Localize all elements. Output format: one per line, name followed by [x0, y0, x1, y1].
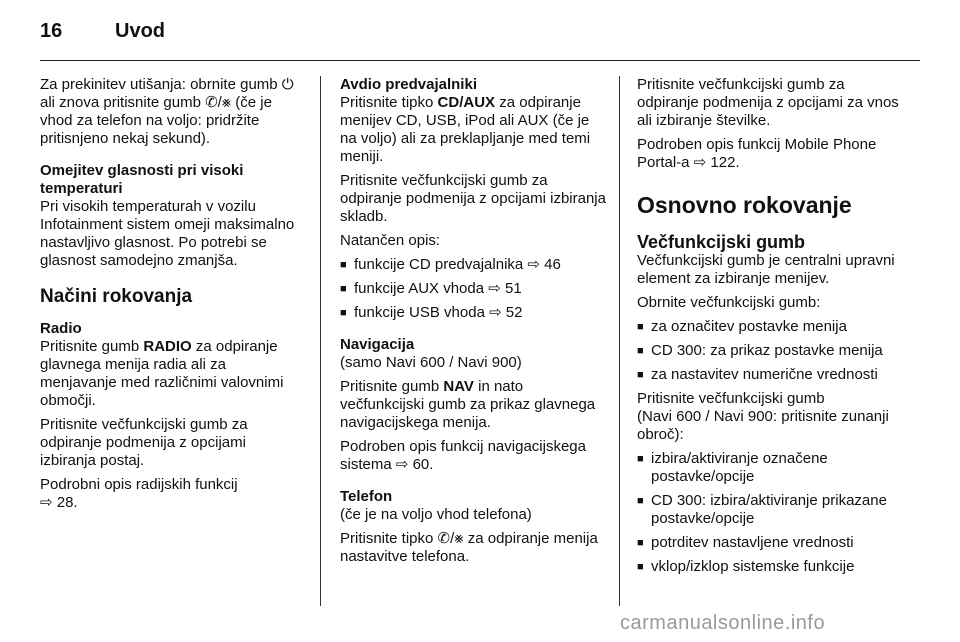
turn-knob-list — [637, 318, 905, 384]
heading-volume-limit — [40, 162, 305, 198]
column-1 — [40, 76, 305, 518]
column-2 — [340, 76, 608, 572]
paragraph-radio-submenu: Pritisnite večfunkcijski gumb za odpiranje podmenija z opcijami izbiranja postaj. — [40, 416, 248, 469]
text: Pritisnite večfunkcijski gumb — [637, 390, 825, 407]
paragraph-unmute: Za prekinitev utišanja: obrnite gumb ⏻ ali znova pritisnite gumb ✆/⨳ (če je vhod za telefon na voljo: pridržite pritisnjeno nekaj sekund). — [40, 76, 294, 147]
list-item: ■ funkcije AUX vhoda ⇨ 51 — [340, 280, 608, 298]
heading-basic-operation: Osnovno rokovanje — [637, 192, 852, 218]
paragraph-phone-submenu: Pritisnite večfunkcijski gumb za odpiranje podmenija z opcijami za vnos ali izbiranje številke. — [637, 76, 899, 129]
column-divider-1 — [320, 76, 321, 606]
header-rule — [40, 60, 920, 61]
text: (Navi 600 / Navi 900: pritisnite zunanji obroč): — [637, 408, 889, 443]
paragraph-turn-knob: Obrnite večfunkcijski gumb: — [637, 294, 821, 311]
cd-aux-key-label: CD/AUX — [437, 94, 496, 111]
heading-operating-modes: Načini rokovanja — [40, 286, 193, 307]
text: za odpiranje glavnega menija radia ali za menjavanje med različnimi valovnimi območji. — [40, 338, 284, 409]
list-item: ■ za označitev postavke menija — [637, 318, 905, 336]
list-item: ■ CD 300: izbira/aktiviranje prikazane postavke/opcije — [637, 492, 905, 528]
text: Pritisnite gumb — [40, 338, 144, 355]
paragraph-phone-portal-ref: Podroben opis funkcij Mobile Phone Portal-a ⇨ 122. — [637, 136, 877, 171]
text: Pritisnite gumb — [340, 378, 444, 395]
paragraph-detail: Natančen opis: — [340, 232, 441, 249]
text: za odpiranje menijev CD, USB, iPod ali AUX (če je na voljo) ali za preklapljanje med temi meniji. — [340, 94, 591, 165]
page-number: 16 — [40, 20, 63, 42]
paragraph-phone: Pritisnite tipko ✆/⨳ za odpiranje menija nastavitve telefona. — [340, 530, 598, 565]
list-item: ■ CD 300: za prikaz postavke menija — [637, 342, 905, 360]
column-3 — [637, 76, 905, 582]
text: Podrobni opis radijskih funkcij — [40, 476, 238, 493]
page-reference: ⇨ 28. — [40, 494, 78, 511]
paragraph-phone-avail: (če je na voljo vhod telefona) — [340, 506, 532, 523]
paragraph-radio — [40, 338, 305, 410]
heading-audio-players: Avdio predvajalniki — [340, 76, 477, 93]
page-header — [0, 0, 960, 62]
paragraph-nav — [340, 378, 608, 432]
text: Pritisnite tipko — [340, 94, 438, 111]
watermark: carmanualsonline.info — [620, 612, 826, 634]
list-item: ■ vklop/izklop sistemske funkcije — [637, 558, 905, 576]
heading-navigation: Navigacija — [340, 336, 415, 353]
paragraph-audio — [340, 94, 608, 166]
paragraph-nav-ref: Podroben opis funkcij navigacijskega sistema ⇨ 60. — [340, 438, 586, 473]
text: in nato večfunkcijski gumb za prikaz glavnega navigacijskega menija. — [340, 378, 596, 431]
heading-phone: Telefon — [340, 488, 393, 505]
nav-key-label: NAV — [443, 378, 474, 395]
paragraph-radio-ref — [40, 476, 305, 512]
heading-radio: Radio — [40, 320, 82, 337]
paragraph-nav-models: (samo Navi 600 / Navi 900) — [340, 354, 522, 371]
heading-multifunction-knob: Večfunkcijski gumb — [637, 232, 806, 252]
paragraph-volume-limit: Pri visokih temperaturah v vozilu Infotainment sistem omeji maksimalno nastavljivo glasnost. Po potrebi se glasnost samodejno zmanjša. — [40, 198, 295, 269]
paragraph-audio-submenu: Pritisnite večfunkcijski gumb za odpiranje podmenija z opcijami izbiranja skladb. — [340, 172, 606, 225]
column-divider-2 — [619, 76, 620, 606]
list-item: ■ za nastavitev numerične vrednosti — [637, 366, 905, 384]
radio-key-label: RADIO — [143, 338, 192, 355]
list-item: ■ potrditev nastavljene vrednosti — [637, 534, 905, 552]
paragraph-press-knob — [637, 390, 905, 444]
section-title: Uvod — [115, 20, 165, 42]
heading-volume-limit-line2: temperaturi — [40, 180, 123, 197]
list-item: ■ izbira/aktiviranje označene postavke/opcije — [637, 450, 905, 486]
press-knob-list — [637, 450, 905, 576]
paragraph-knob-intro: Večfunkcijski gumb je centralni upravni element za izbiranje menijev. — [637, 252, 895, 287]
list-item: ■ funkcije CD predvajalnika ⇨ 46 — [340, 256, 608, 274]
audio-function-list — [340, 256, 608, 322]
heading-volume-limit-line1: Omejitev glasnosti pri visoki — [40, 162, 244, 179]
list-item: ■ funkcije USB vhoda ⇨ 52 — [340, 304, 608, 322]
